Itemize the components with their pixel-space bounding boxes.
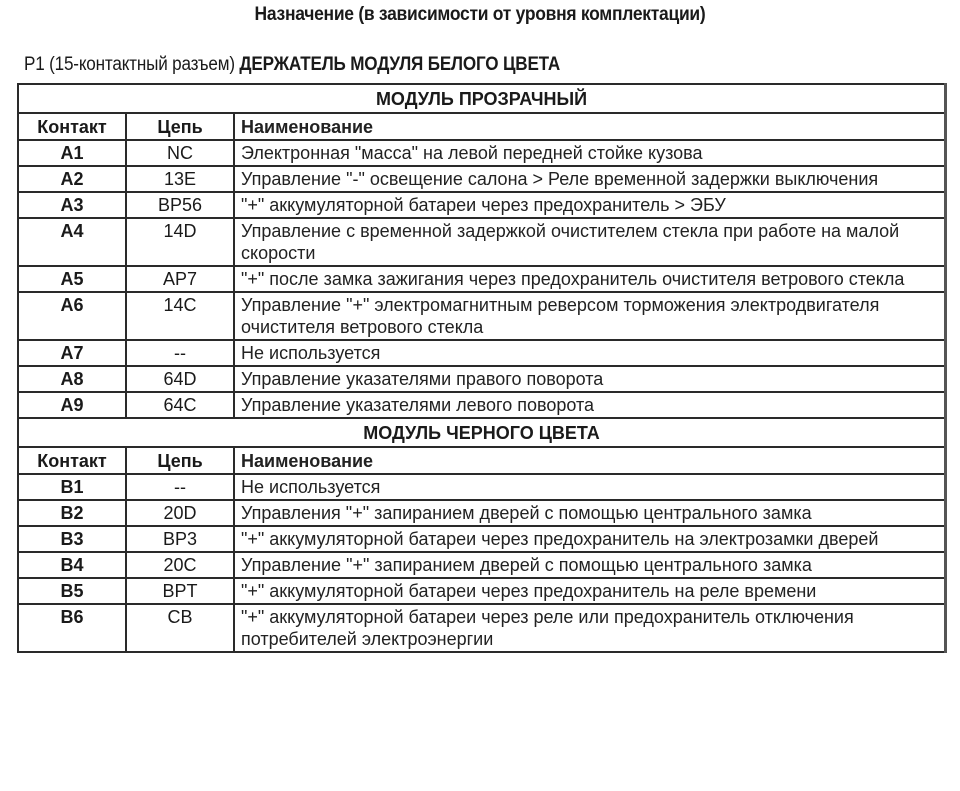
pin-circuit: 20D xyxy=(126,500,234,526)
column-header-circuit: Цепь xyxy=(126,113,234,140)
pin-circuit: 14D xyxy=(126,218,234,266)
pin-description: Управления "+" запиранием дверей с помощью центрального замка xyxy=(234,500,946,526)
table-row xyxy=(18,192,946,218)
table-row xyxy=(18,292,946,340)
pin-circuit: -- xyxy=(126,340,234,366)
table-row xyxy=(18,500,946,526)
pin-description: "+" после замка зажигания через предохранитель очистителя ветрового стекла xyxy=(234,266,946,292)
pin-contact: A3 xyxy=(18,192,126,218)
pinout-table-body xyxy=(18,84,946,652)
pin-contact: B4 xyxy=(18,552,126,578)
column-header-circuit: Цепь xyxy=(126,447,234,474)
pin-circuit: 20C xyxy=(126,552,234,578)
table-row xyxy=(18,340,946,366)
pin-circuit: 13E xyxy=(126,166,234,192)
pin-circuit: -- xyxy=(126,474,234,500)
table-row xyxy=(18,140,946,166)
pin-contact: A2 xyxy=(18,166,126,192)
pin-contact: A6 xyxy=(18,292,126,340)
pin-circuit: BP56 xyxy=(126,192,234,218)
table-row xyxy=(18,578,946,604)
pin-description: Электронная "масса" на левой передней стойке кузова xyxy=(234,140,946,166)
pin-contact: B3 xyxy=(18,526,126,552)
pin-circuit: 64C xyxy=(126,392,234,418)
table-row xyxy=(18,552,946,578)
pin-description: "+" аккумуляторной батареи через реле или предохранитель отключения потребителей электроэнергии xyxy=(234,604,946,652)
pinout-table xyxy=(17,83,947,653)
pin-contact: B2 xyxy=(18,500,126,526)
pin-circuit: 64D xyxy=(126,366,234,392)
section-title: МОДУЛЬ ЧЕРНОГО ЦВЕТА xyxy=(18,418,946,447)
table-row xyxy=(18,366,946,392)
pin-contact: A5 xyxy=(18,266,126,292)
pin-contact: A8 xyxy=(18,366,126,392)
column-header-row xyxy=(18,113,946,140)
pin-description: Управление указателями правого поворота xyxy=(234,366,946,392)
connector-holder: ДЕРЖАТЕЛЬ МОДУЛЯ БЕЛОГО ЦВЕТА xyxy=(239,54,561,75)
pin-circuit: AP7 xyxy=(126,266,234,292)
pin-description: "+" аккумуляторной батареи через предохранитель на реле времени xyxy=(234,578,946,604)
column-header-name: Наименование xyxy=(234,113,946,140)
pin-contact: A4 xyxy=(18,218,126,266)
section-title: МОДУЛЬ ПРОЗРАЧНЫЙ xyxy=(18,84,946,113)
document-title: Назначение (в зависимости от уровня комплектации) xyxy=(254,4,706,25)
table-row xyxy=(18,474,946,500)
pin-circuit: CB xyxy=(126,604,234,652)
pin-circuit: 14C xyxy=(126,292,234,340)
pin-circuit: BP3 xyxy=(126,526,234,552)
pin-contact: A1 xyxy=(18,140,126,166)
section-header-row xyxy=(18,84,946,113)
table-row xyxy=(18,604,946,652)
table-row xyxy=(18,526,946,552)
connector-prefix: P1 (15-контактный разъем) xyxy=(24,54,235,75)
pin-contact: B1 xyxy=(18,474,126,500)
pin-description: "+" аккумуляторной батареи через предохранитель > ЭБУ xyxy=(234,192,946,218)
pin-description: Не используется xyxy=(234,340,946,366)
section-header-row xyxy=(18,418,946,447)
pin-description: Управление "+" запиранием дверей с помощью центрального замка xyxy=(234,552,946,578)
pin-contact: B6 xyxy=(18,604,126,652)
pin-contact: B5 xyxy=(18,578,126,604)
column-header-name: Наименование xyxy=(234,447,946,474)
pin-description: Управление "-" освещение салона > Реле временной задержки выключения xyxy=(234,166,946,192)
pin-contact: A7 xyxy=(18,340,126,366)
table-row xyxy=(18,266,946,292)
pin-description: Управление с временной задержкой очистителем стекла при работе на малой скорости xyxy=(234,218,946,266)
column-header-contact: Контакт xyxy=(18,113,126,140)
pin-description: Управление "+" электромагнитным реверсом торможения электродвигателя очистителя ветрового стекла xyxy=(234,292,946,340)
table-row xyxy=(18,392,946,418)
table-row xyxy=(18,218,946,266)
table-row xyxy=(18,166,946,192)
column-header-row xyxy=(18,447,946,474)
pin-contact: A9 xyxy=(18,392,126,418)
column-header-contact: Контакт xyxy=(18,447,126,474)
pin-circuit: BPT xyxy=(126,578,234,604)
pin-description: Управление указателями левого поворота xyxy=(234,392,946,418)
connector-heading xyxy=(24,54,560,76)
pin-description: "+" аккумуляторной батареи через предохранитель на электрозамки дверей xyxy=(234,526,946,552)
pin-circuit: NC xyxy=(126,140,234,166)
pin-description: Не используется xyxy=(234,474,946,500)
